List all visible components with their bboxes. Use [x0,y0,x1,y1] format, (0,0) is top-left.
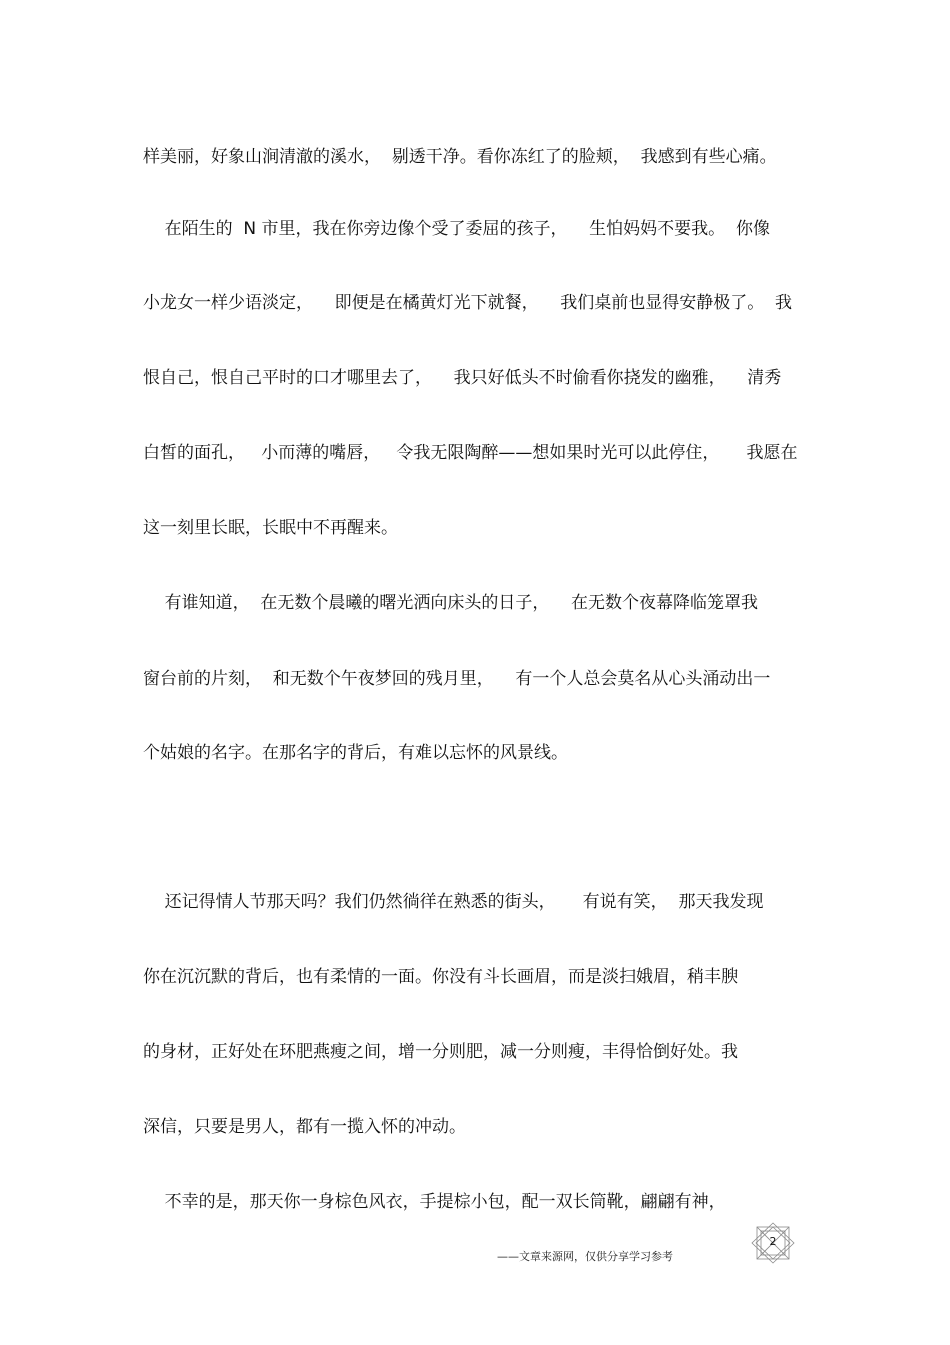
text-line-6: 这一刻里长眠，长眠中不再醒来。 [143,518,398,538]
text-line-2: 在陌生的 N 市里，我在你旁边像个受了委屈的孩子， 生怕妈妈不要我。 你像 [143,219,770,239]
text-line-5: 白皙的面孔， 小而薄的嘴唇， 令我无限陶醉——想如果时光可以此停住， 我愿在 [143,443,798,463]
text-line-12: 的身材，正好处在环肥燕瘦之间，增一分则肥，减一分则瘦，丰得恰倒好处。我 [143,1042,738,1062]
text-line-8: 窗台前的片刻， 和无数个午夜梦回的残月里， 有一个人总会莫名从心头涌动出一 [143,669,771,689]
page-number-badge [748,1222,798,1264]
text-line-9: 个姑娘的名字。在那名字的背后，有难以忘怀的风景线。 [143,743,568,763]
text-line-13: 深信，只要是男人，都有一揽入怀的冲动。 [143,1117,466,1137]
text-line-1: 样美丽，好象山涧清澈的溪水， 剔透干净。看你冻红了的脸颊， 我感到有些心痛。 [143,147,777,167]
footer-source-note: ——文章来源网，仅供分享学习参考 [497,1250,673,1263]
text-line-3: 小龙女一样少语淡定， 即便是在橘黄灯光下就餐， 我们桌前也显得安静极了。 我 [143,293,793,313]
text-line-4: 恨自己，恨自己平时的口才哪里去了， 我只好低头不时偷看你挠发的幽雅， 清秀 [143,368,782,388]
text-line-7: 有谁知道， 在无数个晨曦的曙光洒向床头的日子， 在无数个夜幕降临笼罩我 [143,593,759,613]
text-line-14: 不幸的是，那天你一身棕色风衣，手提棕小包，配一双长筒靴，翩翩有神， [143,1192,726,1212]
text-line-10: 还记得情人节那天吗？我们仍然徜徉在熟悉的街头， 有说有笑， 那天我发现 [143,892,764,912]
text-line-11: 你在沉沉默的背后，也有柔情的一面。你没有斗长画眉，而是淡扫娥眉，稍丰腴 [143,967,738,987]
page-number: 2 [769,1235,777,1248]
